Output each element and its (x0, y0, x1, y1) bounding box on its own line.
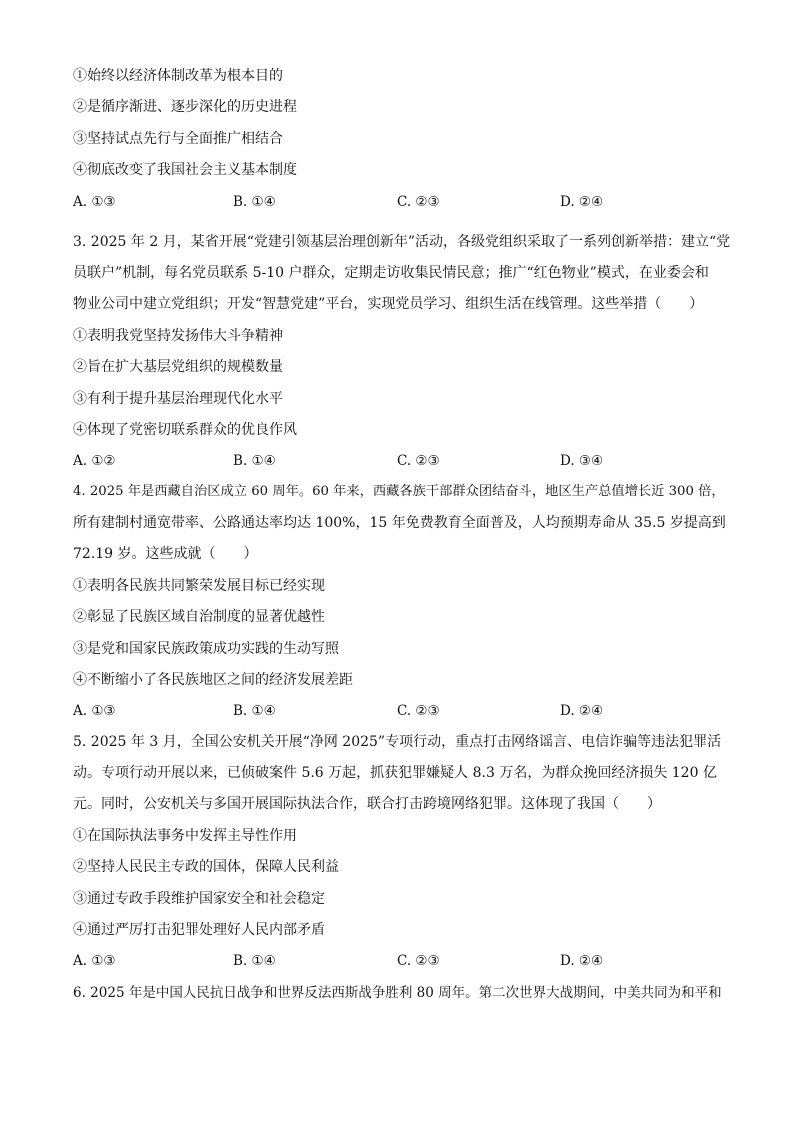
q4-option-d: D. ②④ (560, 703, 604, 719)
q3-stem-line-3: 物业公司中建立党组织；开发“智慧党建”平台，实现党员学习、组织生活在线管理。这些举措（ ） (73, 296, 704, 312)
q4-option-b: B. ①④ (233, 703, 276, 719)
q2-option-b: B. ①④ (233, 194, 276, 210)
q5-option-a: A. ①③ (73, 953, 116, 969)
q4-statement-4: ④不断缩小了各民族地区之间的经济发展差距 (73, 672, 353, 688)
q4-stem-line-1: 4. 2025 年是西藏自治区成立 60 周年。60 年来，西藏各族干部群众团结奋斗，地区生产总值增长近 300 倍， (73, 484, 725, 499)
q3-statement-2: ②旨在扩大基层党组织的规模数量 (73, 359, 283, 375)
q5-stem-line-1: 5. 2025 年 3 月，全国公安机关开展“净网 2025”专项行动，重点打击网络谣言、电信诈骗等违法犯罪活 (73, 734, 722, 750)
q3-statement-1: ①表明我党坚持发扬伟大斗争精神 (73, 328, 283, 344)
q3-stem-line-1: 3. 2025 年 2 月，某省开展“党建引领基层治理创新年”活动，各级党组织采取了一系列创新举措：建立“党 (73, 234, 731, 250)
q5-statement-4: ④通过严厉打击犯罪处理好人民内部矛盾 (73, 922, 325, 938)
q5-statement-3: ③通过专政手段维护国家安全和社会稳定 (73, 891, 325, 907)
q2-option-c: C. ②③ (397, 194, 440, 210)
q3-statement-3: ③有利于提升基层治理现代化水平 (73, 391, 283, 407)
q3-option-b: B. ①④ (233, 453, 276, 469)
q5-statement-2: ②坚持人民民主专政的国体，保障人民利益 (73, 859, 339, 875)
q5-stem-line-3: 元。同时，公安机关与多国开展国际执法合作，联合打击跨境网络犯罪。这体现了我国（ ） (73, 796, 661, 812)
q4-option-a: A. ①③ (73, 703, 116, 719)
q4-statement-1: ①表明各民族共同繁荣发展目标已经实现 (73, 578, 325, 594)
q2-options (73, 192, 733, 212)
q5-stem-line-2: 动。专项行动开展以来，已侦破案件 5.6 万起，抓获犯罪嫌疑人 8.3 万名，为群众挽回经济损失 120 亿 (73, 765, 717, 781)
q2-option-a: A. ①③ (73, 194, 116, 210)
q4-options (73, 701, 733, 721)
q5-statement-1: ①在国际执法事务中发挥主导性作用 (73, 828, 297, 844)
q4-stem-line-2: 所有建制村通宽带率、公路通达率均达 100%，15 年免费教育全面普及，人均预期寿命从 35.5 岁提高到 (73, 515, 726, 531)
q5-option-b: B. ①④ (233, 953, 276, 969)
q4-stem-line-3: 72.19 岁。这些成就（ ） (73, 546, 258, 562)
q3-option-a: A. ①② (73, 453, 116, 469)
q3-statement-4: ④体现了党密切联系群众的优良作风 (73, 422, 297, 438)
q4-statement-3: ③是党和国家民族政策成功实践的生动写照 (73, 641, 339, 657)
q5-options (73, 951, 733, 971)
q5-option-c: C. ②③ (397, 953, 440, 969)
q3-option-c: C. ②③ (397, 453, 440, 469)
q3-stem-line-2: 员联户”机制，每名党员联系 5-10 户群众，定期走访收集民情民意；推广“红色物业”模式，在业委会和 (73, 265, 709, 281)
q6-stem-line-1: 6. 2025 年是中国人民抗日战争和世界反法西斯战争胜利 80 周年。第二次世界大战期间，中美共同为和平和 (73, 985, 722, 1001)
q2-option-d: D. ②④ (560, 194, 604, 210)
q5-option-d: D. ②④ (560, 953, 604, 969)
q4-statement-2: ②彰显了民族区域自治制度的显著优越性 (73, 609, 325, 625)
q3-options (73, 451, 733, 471)
q2-statement-4: ④彻底改变了我国社会主义基本制度 (73, 162, 297, 178)
q2-statement-1: ①始终以经济体制改革为根本目的 (73, 68, 283, 84)
q4-option-c: C. ②③ (397, 703, 440, 719)
q3-option-d: D. ③④ (560, 453, 604, 469)
q2-statement-3: ③坚持试点先行与全面推广相结合 (73, 131, 283, 147)
q2-statement-2: ②是循序渐进、逐步深化的历史进程 (73, 99, 297, 115)
